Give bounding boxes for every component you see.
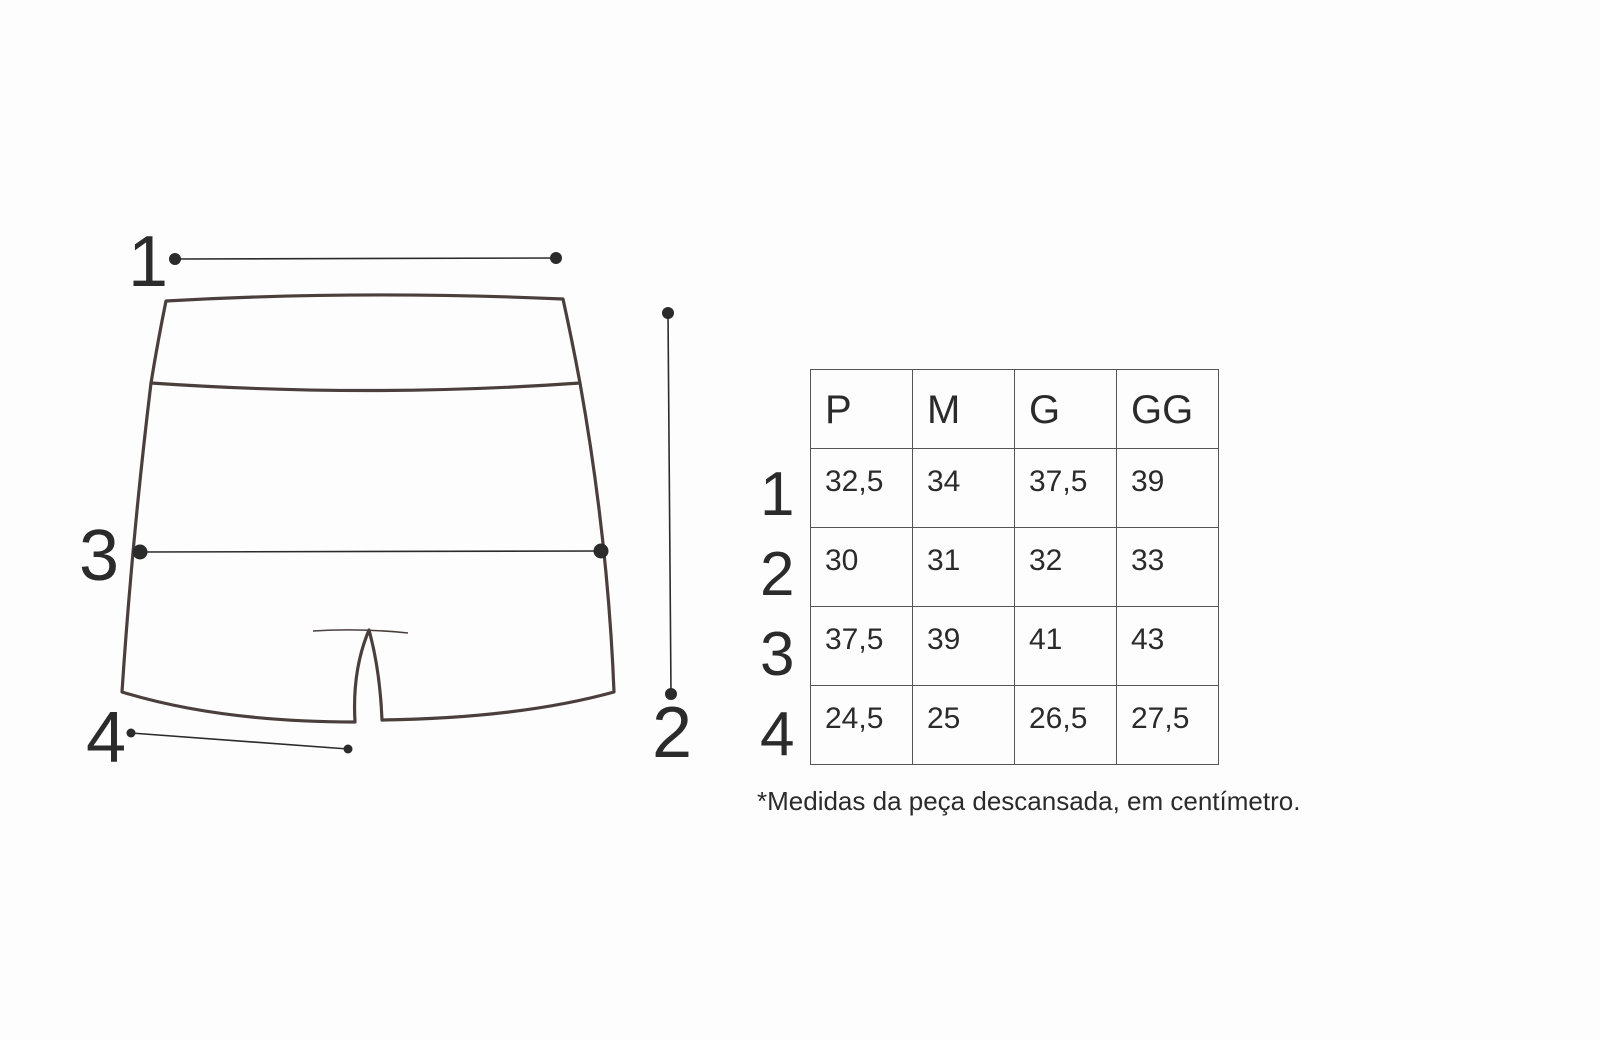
- size-table: [810, 369, 1219, 765]
- measurement-label-4: 4: [86, 698, 127, 778]
- table-cell: [811, 449, 913, 528]
- cell-value: 43: [1131, 623, 1165, 656]
- cell-value: 37,5: [1029, 465, 1088, 498]
- header-size-m: M: [927, 388, 961, 432]
- cell-value: 33: [1131, 544, 1165, 577]
- table-cell: [1117, 449, 1219, 528]
- cell-value: 41: [1029, 623, 1063, 656]
- cell-value: 31: [927, 544, 961, 577]
- cell-value: 39: [927, 623, 961, 656]
- row-label-3: 3: [760, 620, 795, 689]
- table-row-labels: [760, 460, 794, 769]
- table-header-row: [811, 370, 1219, 449]
- cell-value: 39: [1131, 465, 1165, 498]
- table-cell: [913, 686, 1015, 765]
- table-cell: [913, 449, 1015, 528]
- cell-value: 37,5: [825, 623, 884, 656]
- leg-guide-dot-left: [127, 729, 136, 738]
- row-label-1: 1: [760, 460, 795, 529]
- front-seam-stitch: [313, 630, 408, 633]
- waistband-shape: [151, 295, 580, 391]
- waist-guide-dot-left: [169, 253, 181, 265]
- length-guide-line: [668, 313, 671, 694]
- header-size-p: P: [825, 388, 852, 432]
- measurement-label-1: 1: [128, 222, 169, 302]
- leg-guide-dot-right: [344, 745, 353, 754]
- measurement-3-hip: [79, 516, 609, 596]
- cell-value: 34: [927, 465, 961, 498]
- table-cell: [1117, 528, 1219, 607]
- table-cell: [1015, 449, 1117, 528]
- measurement-label-3: 3: [79, 516, 120, 596]
- cell-value: 30: [825, 544, 859, 577]
- cell-value: 24,5: [825, 702, 884, 735]
- table-row-3: [811, 607, 1219, 686]
- leg-guide-line: [131, 733, 348, 749]
- header-cell-m: [913, 370, 1015, 449]
- table-cell: [1015, 686, 1117, 765]
- cell-value: 27,5: [1131, 702, 1190, 735]
- header-cell-g: [1015, 370, 1117, 449]
- cell-value: 32: [1029, 544, 1063, 577]
- hip-guide-line: [140, 551, 601, 552]
- measurement-2-length: [652, 307, 692, 773]
- cell-value: 32,5: [825, 465, 884, 498]
- table-cell: [913, 528, 1015, 607]
- table-row-1: [811, 449, 1219, 528]
- hip-guide-dot-left: [133, 545, 148, 560]
- header-size-g: G: [1029, 388, 1061, 432]
- table-row-4: [811, 686, 1219, 765]
- measurement-footnote: *Medidas da peça descansada, em centímetro.: [757, 786, 1301, 816]
- header-cell-p: [811, 370, 913, 449]
- table-row-2: [811, 528, 1219, 607]
- row-label-4: 4: [760, 700, 795, 769]
- table-cell: [811, 528, 913, 607]
- table-cell: [1015, 528, 1117, 607]
- header-cell-gg: [1117, 370, 1219, 449]
- shorts-outline: [122, 295, 614, 722]
- waist-guide-dot-right: [550, 252, 562, 264]
- table-cell: [811, 686, 913, 765]
- hip-guide-dot-right: [594, 544, 609, 559]
- table-cell: [1117, 607, 1219, 686]
- measurement-1-waist: [128, 222, 562, 302]
- measurement-4-leg-opening: [86, 698, 353, 778]
- waist-guide-line: [175, 258, 556, 259]
- measurement-label-2: 2: [652, 693, 693, 773]
- header-size-gg: GG: [1131, 388, 1194, 432]
- cell-value: 26,5: [1029, 702, 1088, 735]
- row-label-2: 2: [760, 540, 795, 609]
- length-guide-dot-top: [662, 307, 674, 319]
- table-cell: [1015, 607, 1117, 686]
- table-cell: [913, 607, 1015, 686]
- table-cell: [811, 607, 913, 686]
- table-cell: [1117, 686, 1219, 765]
- cell-value: 25: [927, 702, 961, 735]
